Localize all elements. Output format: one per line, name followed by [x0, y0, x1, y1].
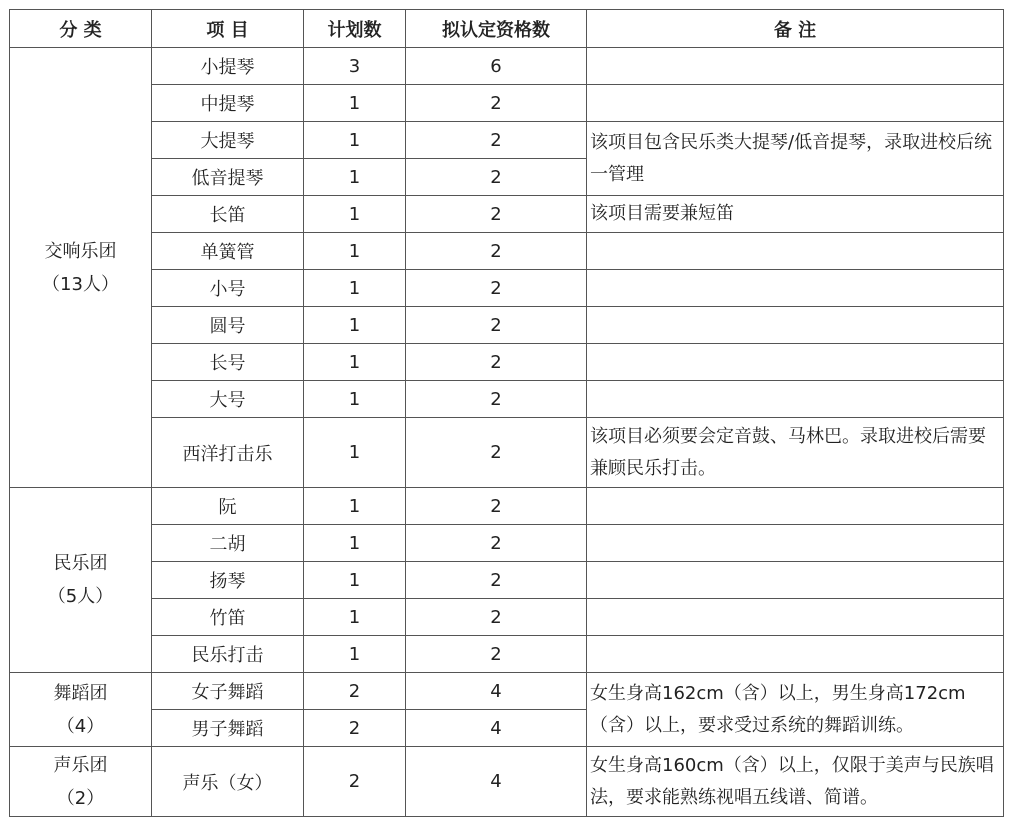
table-row — [10, 599, 1004, 636]
plan-cell: 2 — [304, 747, 406, 817]
header-row — [10, 10, 1004, 48]
item-cell: 圆号 — [152, 307, 304, 344]
header-qualified: 拟认定资格数 — [406, 10, 587, 48]
plan-cell: 1 — [304, 488, 406, 525]
table-row — [10, 233, 1004, 270]
item-cell: 扬琴 — [152, 562, 304, 599]
item-cell: 声乐（女） — [152, 747, 304, 817]
plan-cell: 1 — [304, 636, 406, 673]
plan-cell: 1 — [304, 381, 406, 418]
table-row — [10, 673, 1004, 710]
qualified-cell: 2 — [406, 636, 587, 673]
note-cell — [587, 599, 1004, 636]
table-row — [10, 562, 1004, 599]
item-cell: 阮 — [152, 488, 304, 525]
item-cell: 竹笛 — [152, 599, 304, 636]
plan-cell: 2 — [304, 673, 406, 710]
plan-cell: 1 — [304, 122, 406, 159]
plan-cell: 1 — [304, 307, 406, 344]
table-row — [10, 381, 1004, 418]
item-cell: 民乐打击 — [152, 636, 304, 673]
plan-cell: 1 — [304, 233, 406, 270]
plan-cell: 1 — [304, 562, 406, 599]
group-name: 交响乐团 — [44, 240, 117, 262]
item-cell: 长号 — [152, 344, 304, 381]
note-cell — [587, 307, 1004, 344]
note-vocal: 女生身高160cm（含）以上，仅限于美声与民族唱法，要求能熟练视唱五线谱、简谱。 — [587, 747, 1004, 817]
group-dance — [10, 673, 152, 747]
group-folk — [10, 488, 152, 673]
admission-table — [9, 9, 1004, 817]
plan-cell: 1 — [304, 344, 406, 381]
plan-cell: 1 — [304, 270, 406, 307]
qualified-cell: 2 — [406, 344, 587, 381]
table-row — [10, 85, 1004, 122]
group-vocal — [10, 747, 152, 817]
note-cell — [587, 562, 1004, 599]
header-item: 项 目 — [152, 10, 304, 48]
plan-cell: 1 — [304, 159, 406, 196]
group-name: 声乐团 — [53, 754, 108, 776]
table-row — [10, 196, 1004, 233]
qualified-cell: 2 — [406, 525, 587, 562]
qualified-cell: 6 — [406, 48, 587, 85]
item-cell: 小号 — [152, 270, 304, 307]
header-plan: 计划数 — [304, 10, 406, 48]
note-cell — [587, 233, 1004, 270]
qualified-cell: 2 — [406, 85, 587, 122]
group-count: （13人） — [42, 273, 119, 295]
item-cell: 男子舞蹈 — [152, 710, 304, 747]
group-name: 舞蹈团 — [53, 682, 108, 704]
item-cell: 二胡 — [152, 525, 304, 562]
note-cell — [587, 636, 1004, 673]
table-row — [10, 747, 1004, 817]
qualified-cell: 2 — [406, 562, 587, 599]
note-dance: 女生身高162cm（含）以上，男生身高172cm（含）以上，要求受过系统的舞蹈训练。 — [587, 673, 1004, 747]
note-flute: 该项目需要兼短笛 — [587, 196, 1004, 233]
note-cello-bass: 该项目包含民乐类大提琴/低音提琴，录取进校后统一管理 — [587, 122, 1004, 196]
qualified-cell: 2 — [406, 159, 587, 196]
qualified-cell: 2 — [406, 599, 587, 636]
group-count: （2） — [56, 787, 105, 809]
qualified-cell: 4 — [406, 710, 587, 747]
header-category: 分 类 — [10, 10, 152, 48]
note-cell — [587, 48, 1004, 85]
qualified-cell: 2 — [406, 307, 587, 344]
note-percussion: 该项目必须要会定音鼓、马林巴。录取进校后需要兼顾民乐打击。 — [587, 418, 1004, 488]
plan-cell: 1 — [304, 525, 406, 562]
group-count: （5人） — [47, 586, 114, 607]
plan-cell: 2 — [304, 710, 406, 747]
table-row — [10, 636, 1004, 673]
item-cell: 中提琴 — [152, 85, 304, 122]
qualified-cell: 2 — [406, 418, 587, 488]
qualified-cell: 4 — [406, 673, 587, 710]
item-cell: 单簧管 — [152, 233, 304, 270]
table-row — [10, 344, 1004, 381]
qualified-cell: 2 — [406, 196, 587, 233]
qualified-cell: 2 — [406, 233, 587, 270]
note-cell — [587, 525, 1004, 562]
item-cell: 大提琴 — [152, 122, 304, 159]
plan-cell: 1 — [304, 418, 406, 488]
plan-cell: 1 — [304, 196, 406, 233]
group-name: 民乐团 — [53, 553, 108, 574]
item-cell: 女子舞蹈 — [152, 673, 304, 710]
item-cell: 长笛 — [152, 196, 304, 233]
qualified-cell: 2 — [406, 488, 587, 525]
qualified-cell: 2 — [406, 270, 587, 307]
plan-cell: 1 — [304, 599, 406, 636]
qualified-cell: 2 — [406, 381, 587, 418]
table-row — [10, 48, 1004, 85]
item-cell: 小提琴 — [152, 48, 304, 85]
table-row — [10, 525, 1004, 562]
note-cell — [587, 381, 1004, 418]
qualified-cell: 2 — [406, 122, 587, 159]
note-cell — [587, 344, 1004, 381]
table-row — [10, 418, 1004, 488]
item-cell: 低音提琴 — [152, 159, 304, 196]
group-symphony — [10, 48, 152, 488]
note-cell — [587, 85, 1004, 122]
plan-cell: 3 — [304, 48, 406, 85]
table-row — [10, 270, 1004, 307]
item-cell: 大号 — [152, 381, 304, 418]
header-note: 备 注 — [587, 10, 1004, 48]
table-row — [10, 307, 1004, 344]
note-cell — [587, 270, 1004, 307]
note-cell — [587, 488, 1004, 525]
group-count: （4） — [56, 715, 105, 737]
table-row — [10, 122, 1004, 159]
plan-cell: 1 — [304, 85, 406, 122]
table-row — [10, 488, 1004, 525]
item-cell: 西洋打击乐 — [152, 418, 304, 488]
qualified-cell: 4 — [406, 747, 587, 817]
